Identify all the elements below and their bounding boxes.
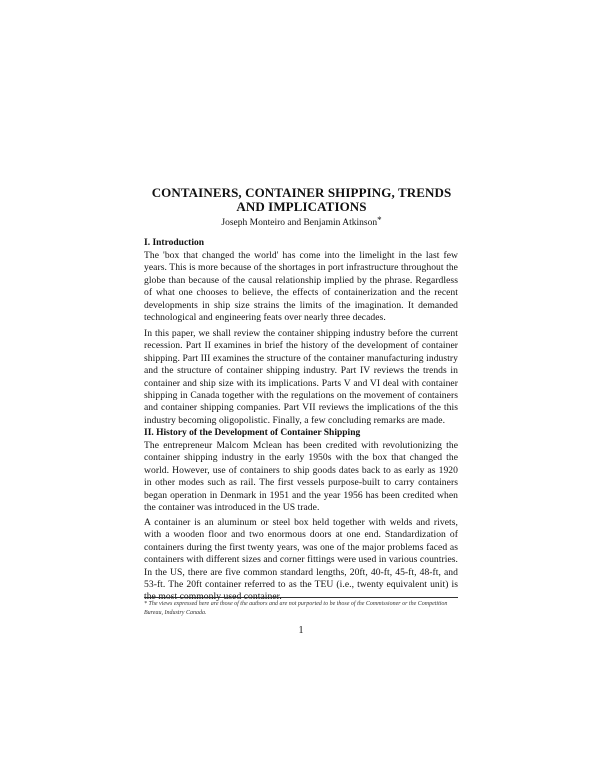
paragraph-intro-2: In this paper, we shall review the container shipping industry before the current recession. Part II examines in brief the history of the development of container shipping. Part III examines the structure of the container manufacturing industry and the structure of container shipping industry. Part IV reviews the trends in container and ship size with its implications. Parts V and VI deal with container shipping in Canada together with the regulations on the movement of containers and container shipping companies. Part VII reviews the implications of the this industry becoming oligopolistic. Finally, a few concluding remarks are made. [144,328,458,426]
paragraph-intro-1: The 'box that changed the world' has come into the limelight in the last few years. This is more because of the shortages in port infrastructure throughout the globe than because of the causal relationship implied by the phrase. Regardless of what one chooses to believe, the effects of containerization and the recent developments in ship size strains the limits of the imagination. It demanded technological and engineering feats over nearly three decades. [144,250,458,324]
paragraph-history-2: A container is an aluminum or steel box held together with welds and rivets, with a wooden floor and two enormous doors at one end. Standardization of containers during the first twenty years, was one of the major problems faced as containers with different sizes and corner fittings were used in various countries. In the US, there are five common standard lengths, 20ft, 40-ft, 45-ft, 48-ft, and 53-ft. The 20ft container referred to as the TEU (i.e., twenty equivalent unit) is the most commonly used container. [144,517,458,603]
paper-authors [140,214,463,229]
author-names: Joseph Monteiro and Benjamin Atkinson [221,218,378,228]
footnote-separator [144,597,458,598]
paragraph-history-1: The entrepreneur Malcom Mclean has been credited with revolutionizing the container shipping industry in the early 1950s with the box that changed the world. However, use of containers to ship goods dates back to as early as 1920 in other modes such as rail. The first vessels purpose-built to carry containers began operation in Denmark in 1951 and the year 1956 has been credited when the container was introduced in the US trade. [144,440,458,514]
section-heading-introduction: I. Introduction [144,238,205,248]
author-footnote-marker: * [377,215,382,225]
footnote: * The views expressed here are those of the authors and are not purported to be those of the Commissioner or the Competition Bureau, Industry Canada. [144,601,448,616]
page-number: 1 [298,625,304,636]
section-heading-history: II. History of the Development of Container Shipping [144,428,361,438]
paper-title: CONTAINERS, CONTAINER SHIPPING, TRENDS AND IMPLICATIONS [151,185,452,214]
